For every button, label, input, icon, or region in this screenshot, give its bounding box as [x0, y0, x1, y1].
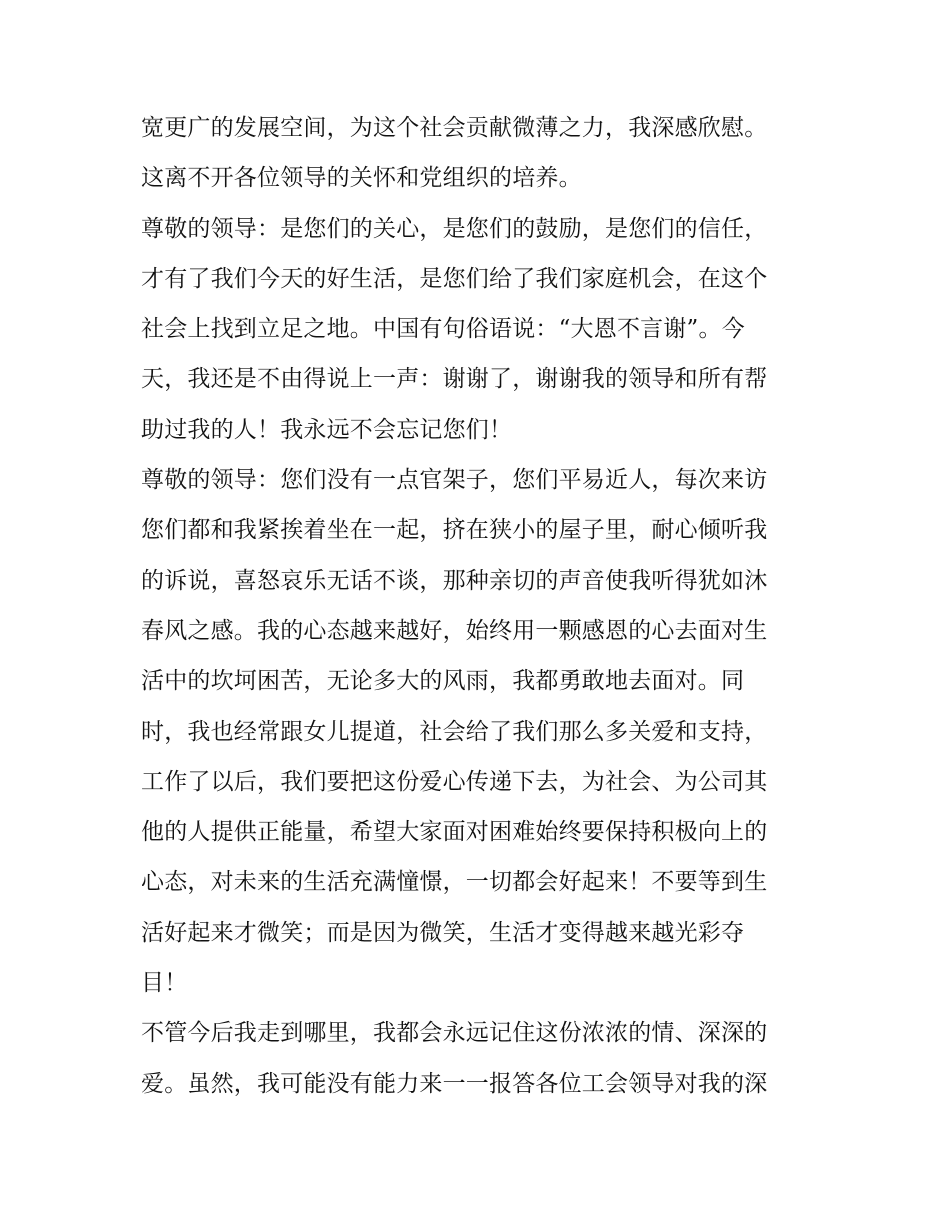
- text-line: 宽更广的发展空间，为这个社会贡献微薄之力，我深感欣慰。: [141, 115, 768, 141]
- text-line: 活中的坎坷困苦，无论多大的风雨，我都勇敢地去面对。同: [141, 668, 745, 695]
- text-line: 尊敬的领导：是您们的关心，是您们的鼓励，是您们的信任，: [141, 215, 768, 242]
- body-text: [141, 103, 821, 1109]
- text-line: 目！: [141, 970, 188, 997]
- text-line: 活好起来才微笑；而是因为微笑，生活才变得越来越光彩夺: [141, 919, 745, 946]
- text-line: 社会上找到立足之地。中国有句俗语说：“大恩不言谢”。今: [141, 316, 745, 343]
- text-line: 这离不开各位领导的关怀和党组织的培养。: [141, 165, 582, 192]
- text-line: 时，我也经常跟女儿提道，社会给了我们那么多关爱和支持，: [141, 718, 768, 745]
- text-line: 心态，对未来的生活充满憧憬，一切都会好起来！不要等到生: [141, 869, 768, 896]
- text-line: 不管今后我走到哪里，我都会永远记住这份浓浓的情、深深的: [141, 1020, 768, 1047]
- text-line: 他的人提供正能量，希望大家面对困难始终要保持积极向上的: [141, 819, 768, 846]
- text-line: 天，我还是不由得说上一声：谢谢了，谢谢我的领导和所有帮: [141, 366, 768, 393]
- text-line: 您们都和我紧挨着坐在一起，挤在狭小的屋子里，耐心倾听我: [141, 517, 768, 544]
- text-line: 的诉说，喜怒哀乐无话不谈，那种亲切的声音使我听得犹如沐: [141, 567, 768, 594]
- text-line: 春风之感。我的心态越来越好，始终用一颗感恩的心去面对生: [141, 617, 768, 644]
- text-line: 爱。虽然，我可能没有能力来一一报答各位工会领导对我的深: [141, 1070, 768, 1097]
- text-line: 助过我的人！我永远不会忘记您们！: [141, 416, 513, 443]
- text-line: 尊敬的领导：您们没有一点官架子，您们平易近人，每次来访: [141, 467, 768, 494]
- text-line: 才有了我们今天的好生活，是您们给了我们家庭机会，在这个: [141, 265, 768, 292]
- text-line: 工作了以后，我们要把这份爱心传递下去，为社会、为公司其: [141, 768, 768, 795]
